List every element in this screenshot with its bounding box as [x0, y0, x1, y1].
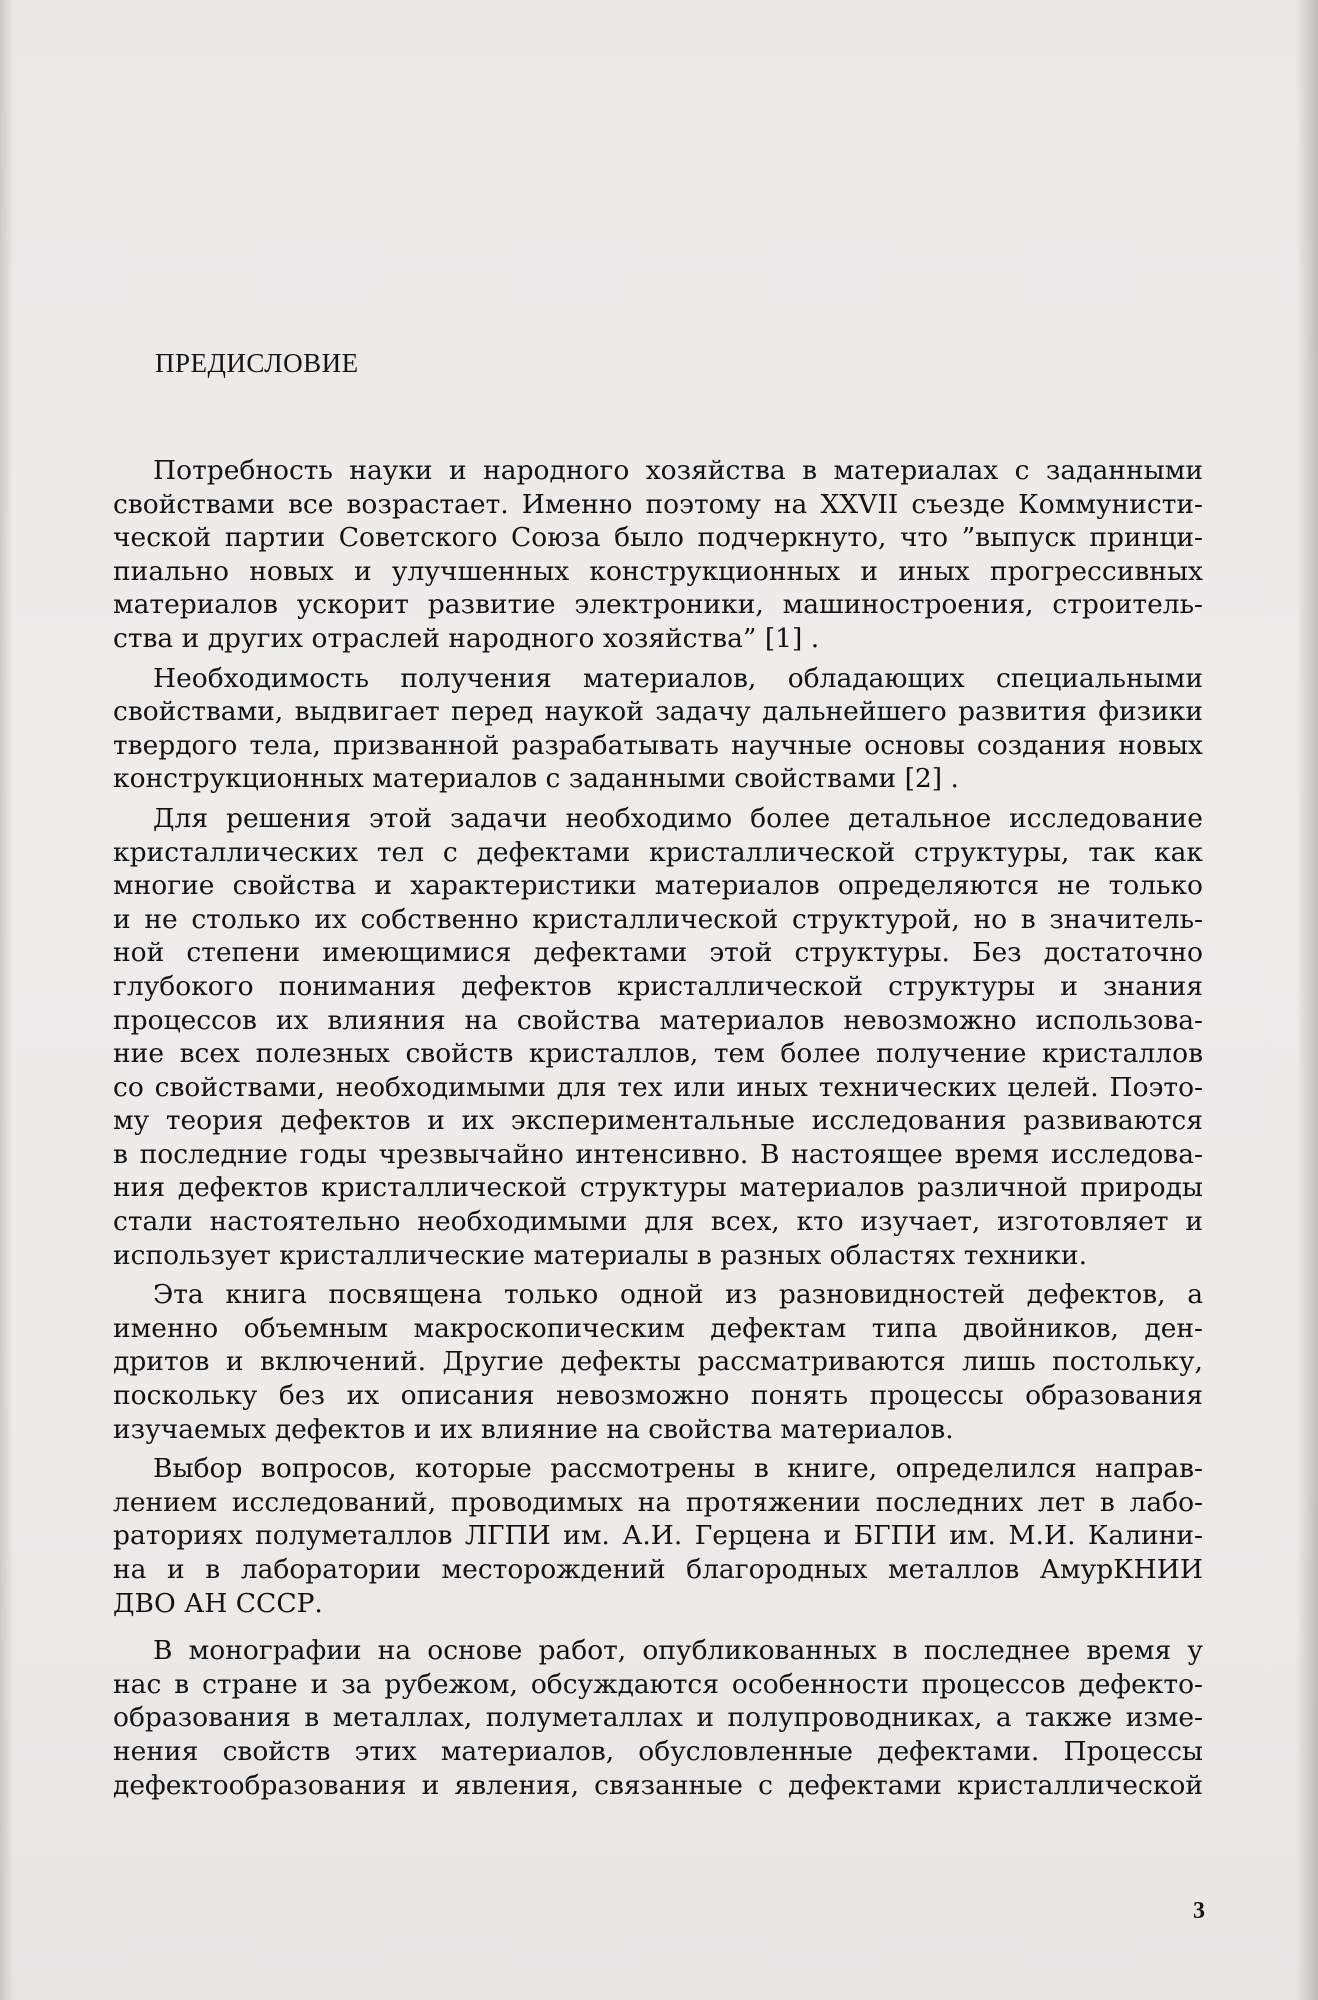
text-line: образования в металлах, полуметаллах и полупроводниках, а также изме- [113, 1702, 1203, 1734]
text-line: Необходимость получения материалов, обладающих специальными [153, 662, 1203, 694]
text-line: ства и других отраслей народного хозяйства” [1] . [113, 622, 820, 654]
paragraph [113, 662, 1203, 796]
text-line: дефектообразования и явления, связанные с дефектами кристаллической [113, 1769, 1203, 1801]
text-line: раториях полуметаллов ЛГПИ им. А.И. Герцена и БГПИ им. М.И. Калини- [113, 1520, 1203, 1552]
text-line: использует кристаллические материалы в разных областях техники. [113, 1239, 1087, 1271]
text-line: Эта книга посвящена только одной из разновидностей дефектов, а [153, 1279, 1203, 1311]
text-line: лением исследований, проводимых на протяжении последних лет в лабо- [113, 1486, 1203, 1518]
page-number: 3 [1193, 1898, 1205, 1924]
text-line: ческой партии Советского Союза было подчеркнуто, что ”выпуск принци- [113, 522, 1203, 554]
text-line: дритов и включений. Другие дефекты рассматриваются лишь постольку, [113, 1346, 1203, 1378]
text-line: Выбор вопросов, которые рассмотрены в книге, определился направ- [153, 1453, 1203, 1485]
text-line: стали настоятельно необходимыми для всех, кто изучает, изготовляет и [113, 1206, 1203, 1238]
text-line: ной степени имеющимися дефектами этой структуры. Без достаточно [113, 937, 1203, 969]
paragraph [113, 1278, 1203, 1446]
text-line: со свойствами, необходимыми для тех или иных технических целей. Поэто- [113, 1071, 1203, 1103]
text-line: и не столько их собственно кристаллической структурой, но в значитель- [113, 903, 1203, 935]
paragraph [113, 454, 1203, 656]
text-line: поскольку без их описания невозможно понять процессы образования [113, 1380, 1203, 1412]
text-line: пиально новых и улучшенных конструкционных и иных прогрессивных [113, 555, 1203, 587]
text-line: глубокого понимания дефектов кристаллической структуры и знания [113, 970, 1203, 1002]
text-line: на и в лаборатории месторождений благородных металлов АмурКНИИ [113, 1554, 1203, 1585]
text-line: свойствами, выдвигает перед наукой задачу дальнейшего развития физики [113, 696, 1203, 728]
text-line: конструкционных материалов с заданными свойствами [2] . [113, 763, 959, 795]
text-line: му теория дефектов и их экспериментальные исследования развиваются [113, 1105, 1203, 1137]
page-heading: ПРЕДИСЛОВИЕ [155, 348, 359, 378]
paragraph [113, 802, 1203, 1272]
text-line: кристаллических тел с дефектами кристаллической структуры, так как [113, 836, 1203, 868]
text-line: ния дефектов кристаллической структуры материалов различной природы [113, 1172, 1203, 1204]
text-line: нас в стране и за рубежом, обсуждаются особенности процессов дефекто- [113, 1668, 1203, 1700]
text-line: материалов ускорит развитие электроники, машиностроения, строитель- [113, 589, 1203, 621]
text-line: нения свойств этих материалов, обусловленные дефектами. Процессы [113, 1735, 1203, 1767]
text-line: твердого тела, призванной разрабатывать научные основы создания новых [113, 729, 1203, 761]
text-line: в последние годы чрезвычайно интенсивно. В настоящее время исследова- [113, 1138, 1203, 1170]
text-line: изучаемых дефектов и их влияние на свойства материалов. [113, 1413, 954, 1445]
text-line: Потребность науки и народного хозяйства в материалах с заданными [153, 455, 1203, 486]
text-line: ние всех полезных свойств кристаллов, тем более получение кристаллов [113, 1038, 1203, 1070]
body-text [113, 454, 1203, 1802]
text-line: Для решения этой задачи необходимо более детальное исследование [153, 802, 1203, 834]
text-line: свойствами все возрастает. Именно поэтому на XXVII съезде Коммунисти- [113, 488, 1203, 520]
text-line: ДВО АН СССР. [113, 1587, 323, 1619]
paragraph [113, 1452, 1203, 1620]
text-line: В монографии на основе работ, опубликованных в последнее время у [153, 1635, 1203, 1667]
text-line: процессов их влияния на свойства материалов невозможно использова- [113, 1004, 1203, 1036]
paragraph [113, 1634, 1203, 1802]
text-line: именно объемным макроскопическим дефектам типа двойников, ден- [113, 1312, 1203, 1344]
text-line: многие свойства и характеристики материалов определяются не только [113, 870, 1203, 902]
